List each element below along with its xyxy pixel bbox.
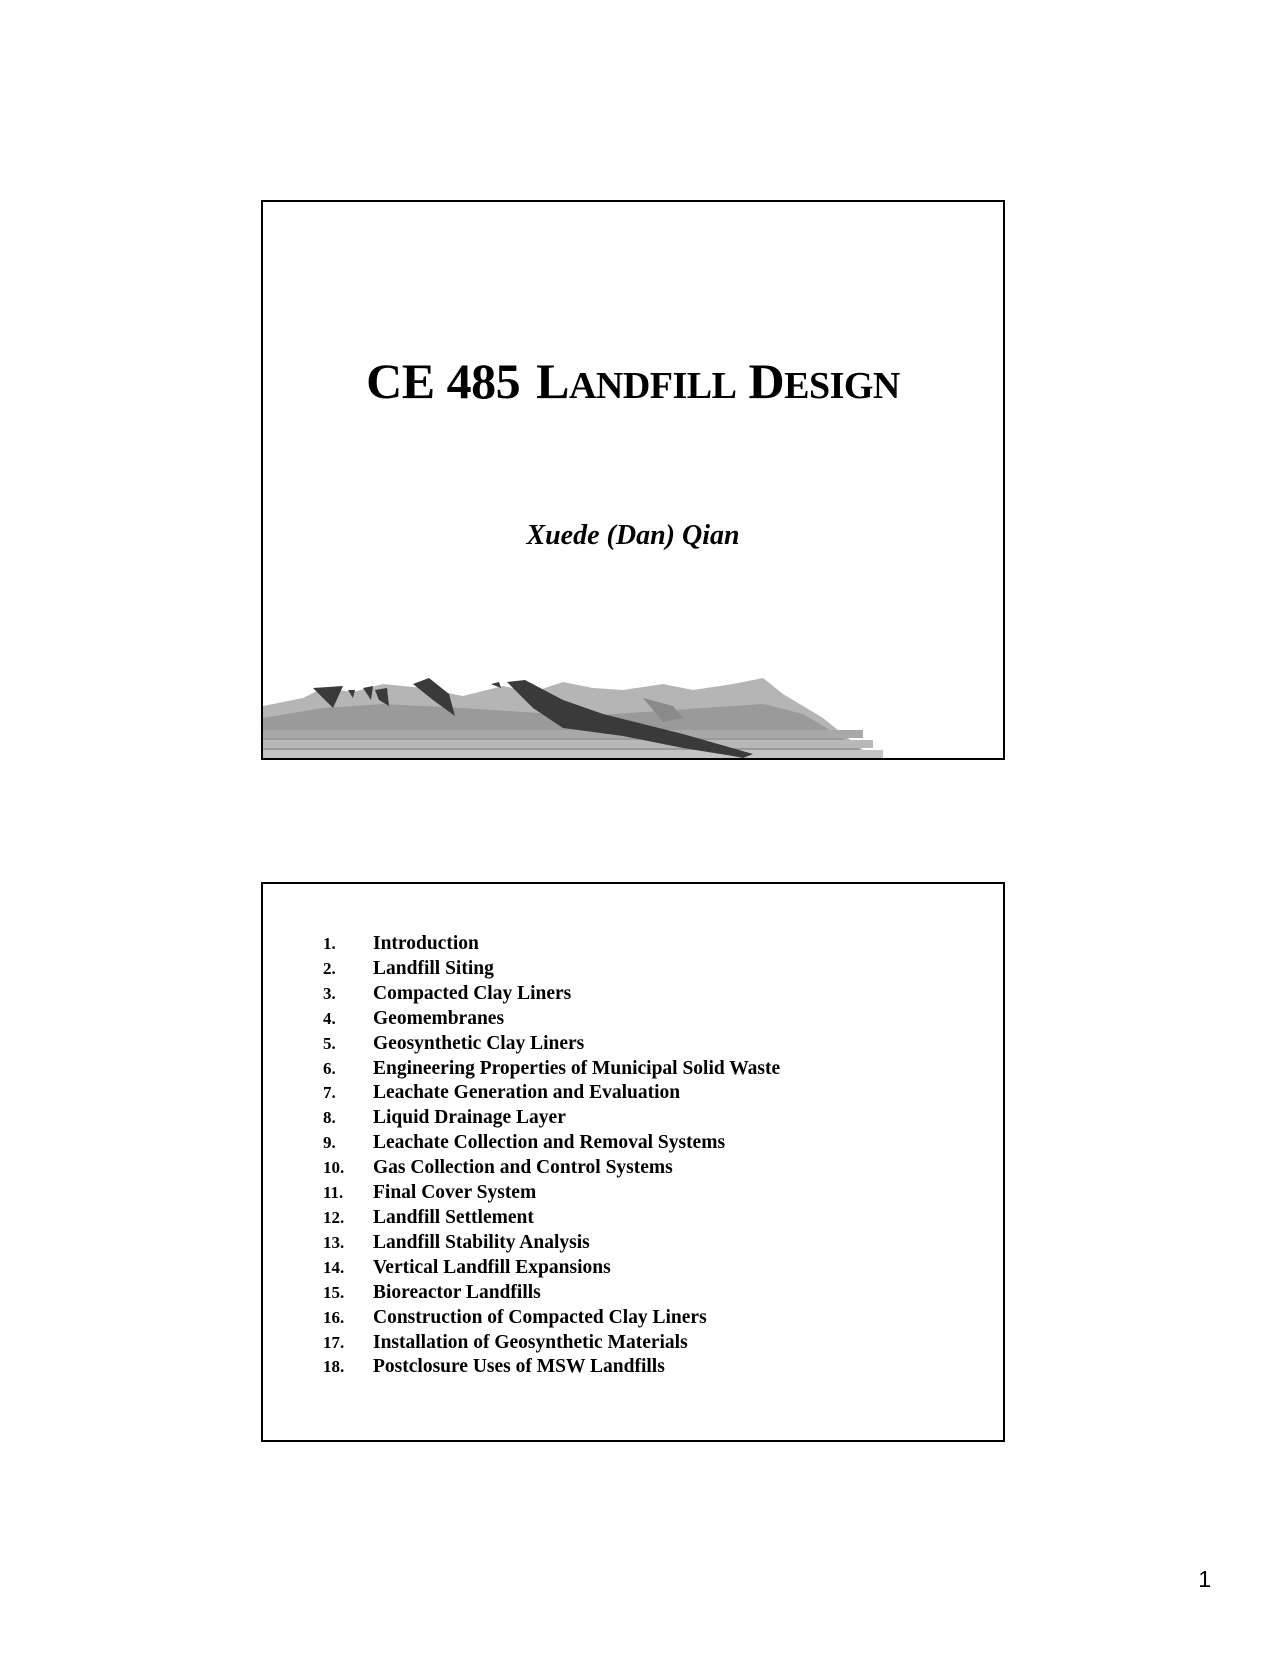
title-initial-1: L [536, 353, 569, 409]
contents-list [323, 932, 780, 1380]
contents-list-item [323, 1156, 780, 1181]
list-item-label: Construction of Compacted Clay Liners [373, 1306, 707, 1328]
list-item-number: 7. [323, 1083, 336, 1103]
list-item-label: Compacted Clay Liners [373, 982, 572, 1004]
list-item-label: Gas Collection and Control Systems [373, 1157, 673, 1179]
list-item-number: 14. [323, 1257, 345, 1277]
title-initial-2: D [748, 353, 785, 409]
contents-list-item [323, 1032, 780, 1057]
list-item-label: Leachate Generation and Evaluation [373, 1082, 681, 1104]
page-number: 1 [1198, 1566, 1211, 1592]
list-item-number: 12. [323, 1207, 345, 1227]
list-item-label: Landfill Siting [373, 957, 494, 979]
title-rest-2: ESIGN [784, 365, 900, 407]
title-slide [261, 200, 1005, 760]
title-rest-1: ANDFILL [568, 365, 737, 407]
list-item-number: 2. [323, 958, 336, 978]
landscape-band [263, 740, 873, 748]
contents-list-item [323, 1081, 780, 1106]
list-item-label: Installation of Geosynthetic Materials [373, 1331, 688, 1353]
list-item-number: 5. [323, 1033, 336, 1053]
list-item-number: 1. [323, 934, 336, 953]
contents-list-item [323, 957, 780, 982]
contents-list-item [323, 1206, 780, 1231]
list-item-label: Landfill Stability Analysis [373, 1231, 590, 1253]
author-name: Xuede (Dan) Qian [526, 520, 740, 551]
contents-list-item [323, 1306, 780, 1331]
list-item-number: 6. [323, 1058, 336, 1078]
list-item-number: 18. [323, 1357, 345, 1377]
list-item-number: 17. [323, 1332, 345, 1352]
list-item-label: Engineering Properties of Municipal Solid Waste [373, 1057, 781, 1079]
landscape-band [263, 750, 883, 758]
dark-rock-6 [491, 682, 501, 688]
contents-slide [261, 882, 1005, 1442]
contents-list-item [323, 1106, 780, 1131]
list-item-number: 11. [323, 1183, 344, 1203]
contents-list-item [323, 1131, 780, 1156]
list-item-label: Landfill Settlement [373, 1206, 534, 1228]
list-item-label: Geosynthetic Clay Liners [373, 1032, 585, 1054]
list-item-label: Vertical Landfill Expansions [373, 1256, 611, 1278]
contents-list-item [323, 1355, 780, 1380]
list-item-label: Bioreactor Landfills [373, 1281, 541, 1303]
contents-list-item [323, 1256, 780, 1281]
list-item-number: 4. [323, 1008, 336, 1028]
course-code: CE 485 [366, 353, 521, 409]
list-item-label: Postclosure Uses of MSW Landfills [373, 1356, 665, 1378]
contents-list-item [323, 1331, 780, 1356]
list-item-number: 15. [323, 1282, 345, 1302]
contents-list-item [323, 1231, 780, 1256]
contents-list-item [323, 1007, 780, 1032]
slide-title [263, 352, 1003, 410]
list-item-label: Geomembranes [373, 1007, 505, 1029]
contents-list-item [323, 982, 780, 1007]
contents-list-item [323, 1057, 780, 1082]
list-item-number: 9. [323, 1133, 336, 1153]
list-item-label: Leachate Collection and Removal Systems [373, 1132, 726, 1154]
list-item-label: Liquid Drainage Layer [373, 1107, 566, 1129]
contents-list-item [323, 1181, 780, 1206]
list-item-number: 16. [323, 1307, 345, 1327]
list-item-number: 8. [323, 1108, 336, 1128]
mountain-landscape-image [263, 678, 1003, 758]
list-item-number: 3. [323, 983, 336, 1003]
contents-list-item [323, 1281, 780, 1306]
list-item-number: 13. [323, 1232, 345, 1252]
list-item-label: Final Cover System [373, 1182, 537, 1204]
list-item-number: 10. [323, 1158, 345, 1178]
landscape-band [263, 730, 863, 738]
list-item-label: Introduction [373, 933, 479, 954]
contents-list-item [323, 932, 780, 957]
